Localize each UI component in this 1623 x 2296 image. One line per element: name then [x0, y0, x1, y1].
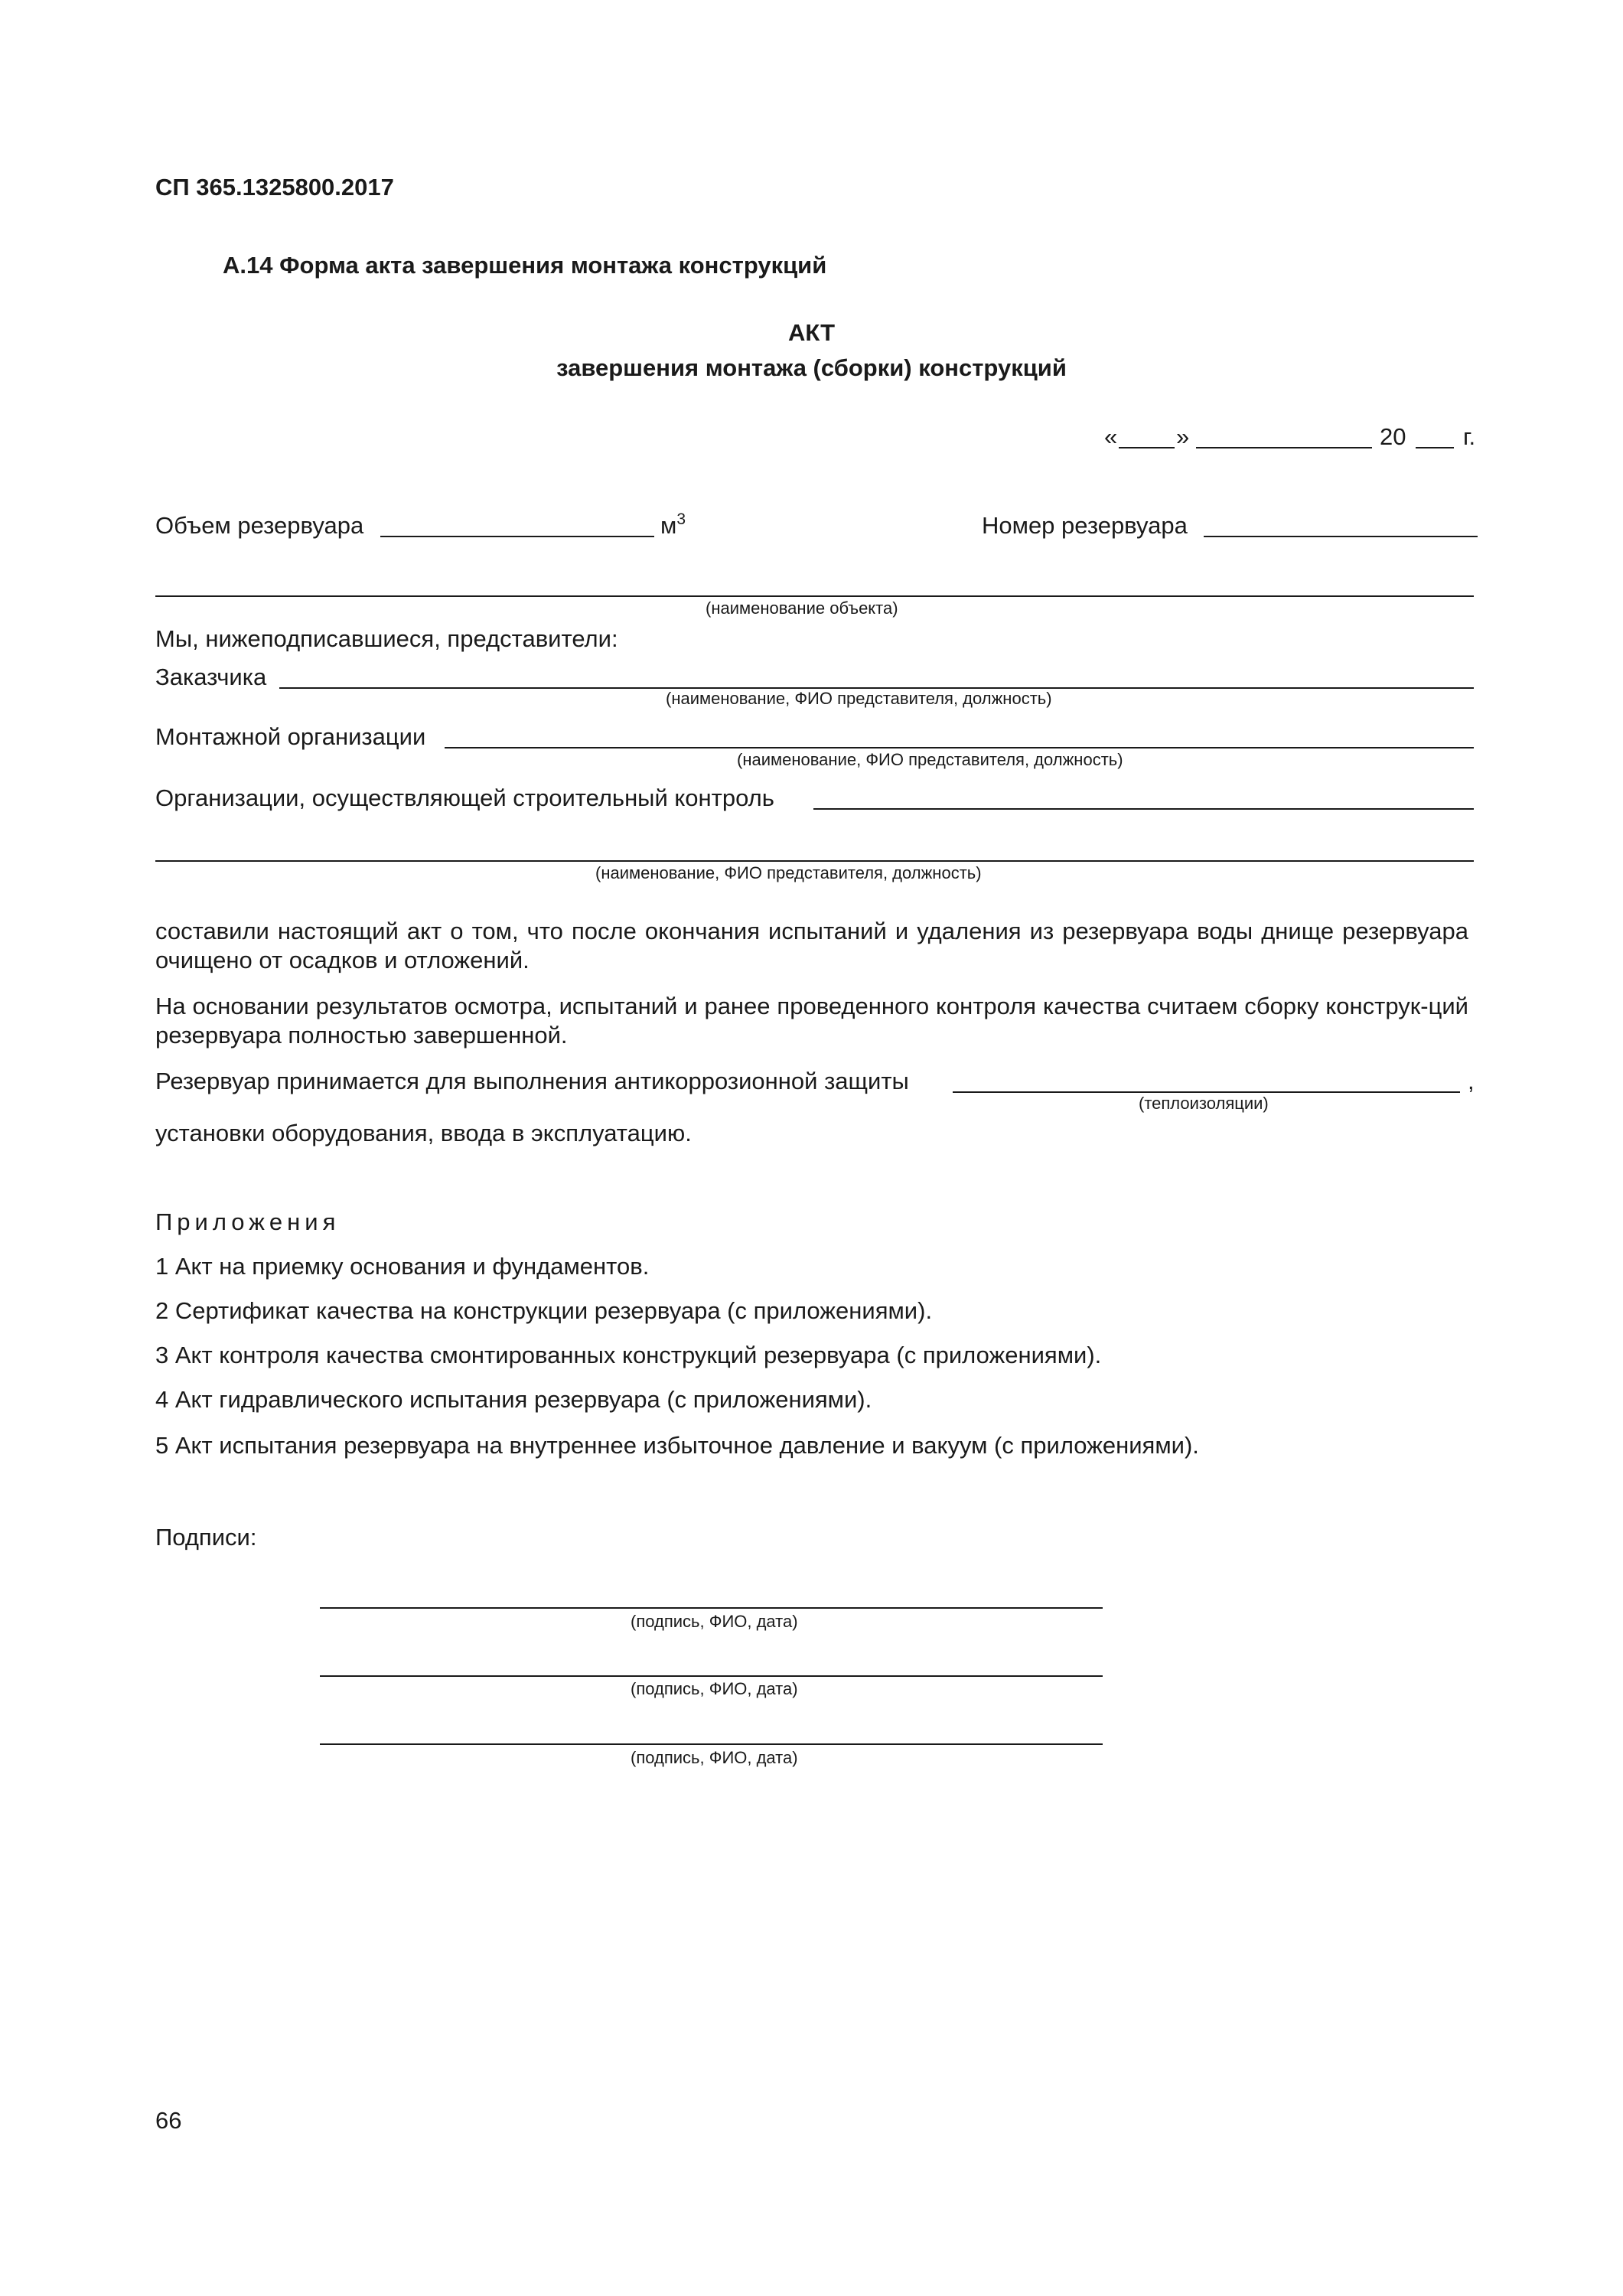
date-close-quote: » [1176, 423, 1190, 450]
protection-label: Резервуар принимается для выполнения антикоррозионной защиты [155, 1068, 909, 1094]
appendices-heading: Приложения [155, 1208, 341, 1235]
signature-caption-2: (подпись, ФИО, дата) [631, 1679, 798, 1698]
installer-label: Монтажной организации [155, 723, 426, 750]
appendix-item: 3 Акт контроля качества смонтированных конструкций резервуара (с приложениями). [155, 1342, 1102, 1368]
signatures-label: Подписи: [155, 1524, 257, 1551]
tank-volume-unit: $м^3$ [660, 510, 686, 539]
tank-number-label: Номер резервуара [982, 512, 1188, 539]
body-paragraph-1: составили настоящий акт о том, что после окончания испытаний и удаления из резервуара воды днище резервуара очищено от осадков и отложений. [155, 918, 1468, 974]
date-open-quote: « [1104, 423, 1118, 450]
tank-volume-label: Объем резервуара [155, 512, 364, 539]
tank-volume-field[interactable] [380, 536, 654, 537]
signature-line-1[interactable] [320, 1607, 1103, 1609]
parties-intro: Мы, нижеподписавшиеся, представители: [155, 625, 618, 652]
date-year-field[interactable] [1416, 447, 1454, 448]
document-code: СП 365.1325800.2017 [155, 174, 394, 201]
signature-line-2[interactable] [320, 1675, 1103, 1677]
appendix-item: 5 Акт испытания резервуара на внутреннее избыточное давление и вакуум (с приложениями). [155, 1432, 1199, 1459]
customer-label: Заказчика [155, 664, 267, 690]
signature-caption-3: (подпись, ФИО, дата) [631, 1748, 798, 1767]
act-title: АКТ [787, 319, 836, 346]
control-label: Организации, осуществляющей строительный контроль [155, 784, 774, 811]
appendix-item: 1 Акт на приемку основания и фундаментов. [155, 1253, 650, 1280]
tank-number-field[interactable] [1204, 536, 1478, 537]
act-subtitle: завершения монтажа (сборки) конструкций [556, 354, 1067, 381]
appendix-item: 4 Акт гидравлического испытания резервуара (с приложениями). [155, 1386, 872, 1413]
date-day-field[interactable] [1119, 447, 1175, 448]
page-number: 66 [155, 2107, 182, 2134]
control-field[interactable] [813, 808, 1474, 810]
customer-caption: (наименование, ФИО представителя, должность) [666, 689, 1052, 708]
installer-field[interactable] [445, 747, 1474, 748]
date-year-suffix: г. [1463, 423, 1476, 450]
signature-caption-1: (подпись, ФИО, дата) [631, 1612, 798, 1631]
protection-comma: , [1468, 1068, 1475, 1094]
control-caption: (наименование, ФИО представителя, должность) [595, 863, 982, 882]
appendix-item: 2 Сертификат качества на конструкции резервуара (с приложениями). [155, 1297, 933, 1324]
installer-caption: (наименование, ФИО представителя, должность) [737, 750, 1123, 769]
date-year-prefix: 20 [1380, 423, 1406, 450]
body-paragraph-3-cont: установки оборудования, ввода в эксплуатацию. [155, 1120, 692, 1146]
object-name-field[interactable] [155, 595, 1474, 597]
body-paragraph-2: На основании результатов осмотра, испытаний и ранее проведенного контроля качества считаем сборку конструк-ций резервуара полностью завершенной. [155, 993, 1468, 1049]
signature-line-3[interactable] [320, 1743, 1103, 1745]
protection-type-field[interactable] [953, 1091, 1460, 1093]
protection-caption: (теплоизоляции) [1139, 1094, 1269, 1113]
object-name-caption: (наименование объекта) [706, 598, 898, 618]
section-title: А.14 Форма акта завершения монтажа конструкций [223, 252, 827, 279]
control-field-line2[interactable] [155, 860, 1474, 862]
date-month-field[interactable] [1196, 447, 1372, 448]
